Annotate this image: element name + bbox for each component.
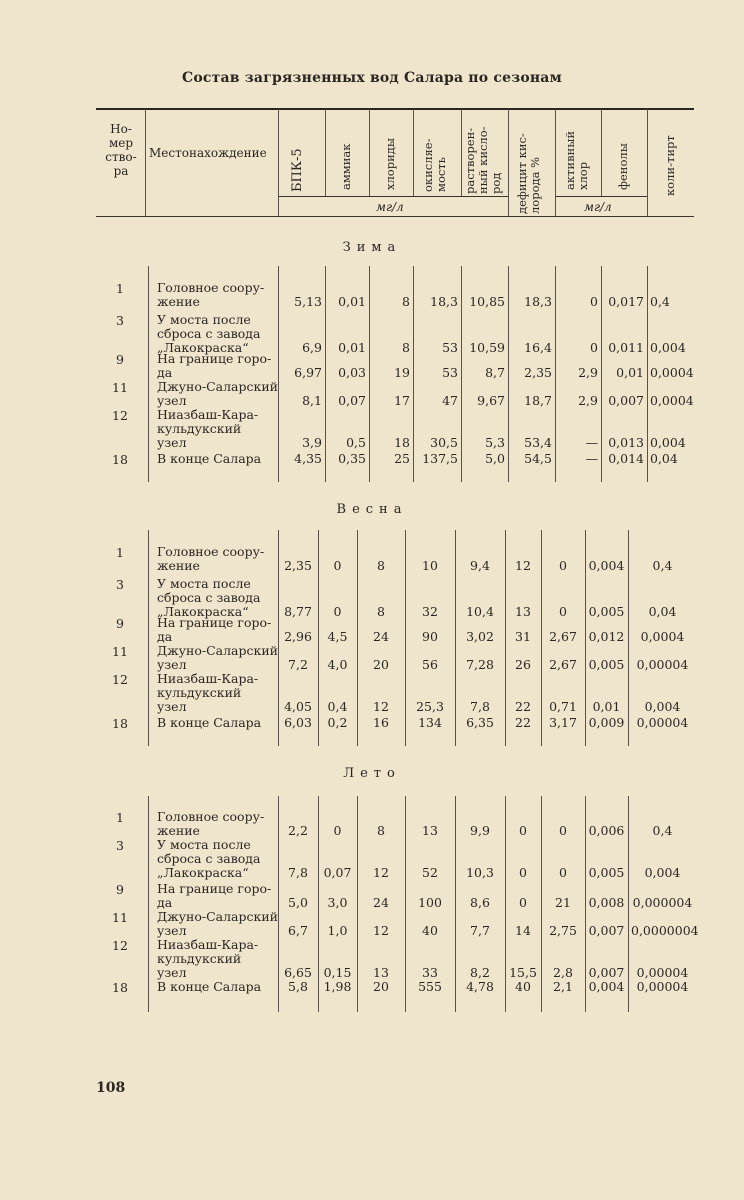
- station-header-line: ра: [113, 164, 129, 178]
- season-title: Зима: [342, 240, 402, 255]
- value-cell: 0: [559, 865, 567, 880]
- station-number: 18: [112, 452, 128, 467]
- station-number: 3: [116, 838, 124, 853]
- value-cell: 9,9: [470, 823, 490, 838]
- value-cell: 2,67: [549, 629, 577, 644]
- value-cell: 20: [373, 979, 389, 994]
- station-header-line: Но-: [110, 122, 132, 136]
- value-cell: 0,00004: [636, 715, 689, 730]
- station-number: 9: [116, 616, 124, 631]
- value-cell: 0,004: [650, 435, 686, 450]
- value-cell: 6,7: [288, 923, 308, 938]
- grid-line: [318, 530, 319, 746]
- station-number: 12: [112, 672, 128, 687]
- location-line: У моста после: [157, 576, 251, 591]
- location-line: Джуно-Саларский: [157, 909, 278, 924]
- value-cell: 0: [559, 558, 567, 573]
- value-cell: 33: [422, 965, 438, 980]
- location-line: „Лакокраска“: [157, 865, 249, 880]
- col-header-oxygen-deficit: дефицит кис- лорода %: [515, 133, 542, 214]
- value-cell: 2,96: [284, 629, 312, 644]
- value-cell: 0,35: [338, 451, 366, 466]
- station-number: 18: [112, 980, 128, 995]
- header-top-rule: [96, 108, 694, 110]
- value-cell: 10,59: [469, 340, 505, 355]
- col-header-phenols: фенолы: [616, 143, 630, 190]
- grid-line: [508, 266, 509, 482]
- value-cell: 6,35: [466, 715, 494, 730]
- value-cell: 0,0004: [640, 629, 685, 644]
- value-cell: 3,0: [327, 895, 348, 910]
- value-cell: 0,00004: [636, 965, 689, 980]
- location-line: В конце Салара: [157, 451, 262, 466]
- value-cell: 0,007: [588, 923, 625, 938]
- value-cell: 6,97: [294, 365, 322, 380]
- value-cell: 16: [373, 715, 389, 730]
- value-cell: 0,008: [588, 895, 625, 910]
- value-cell: 8: [377, 823, 385, 838]
- location-line: „Лакокраска“: [157, 340, 249, 355]
- location-line: сброса с завода: [157, 326, 261, 341]
- value-cell: 0,03: [338, 365, 366, 380]
- value-cell: 7,2: [288, 657, 308, 672]
- station-header-line: мер: [108, 136, 134, 150]
- page-title: Состав загрязненных вод Салара по сезонам: [182, 70, 562, 86]
- unit-rule-1: [278, 196, 508, 197]
- hdr-divider: [647, 109, 648, 216]
- location-line: жение: [157, 294, 200, 309]
- value-cell: 8,77: [284, 604, 312, 619]
- value-cell: 90: [422, 629, 438, 644]
- location-line: Ниазбаш-Кара-: [157, 671, 259, 686]
- location-line: сброса с завода: [157, 590, 261, 605]
- station-header-line: ство-: [105, 150, 137, 164]
- value-cell: 4,78: [466, 979, 494, 994]
- value-cell: 0,01: [338, 294, 366, 309]
- value-cell: 1,98: [323, 979, 352, 994]
- value-cell: 0,07: [323, 865, 352, 880]
- value-cell: 22: [515, 699, 531, 714]
- value-cell: 4,5: [327, 629, 348, 644]
- value-cell: 0,01: [338, 340, 366, 355]
- value-cell: 5,0: [288, 895, 308, 910]
- grid-line: [505, 796, 506, 1012]
- value-cell: 56: [422, 657, 438, 672]
- value-cell: 0,005: [588, 604, 625, 619]
- hdr-divider: [325, 109, 326, 196]
- value-cell: 13: [422, 823, 438, 838]
- value-cell: 8: [402, 294, 410, 309]
- value-cell: 6,65: [284, 965, 312, 980]
- hdr-divider: [601, 109, 602, 196]
- grid-line: [628, 796, 629, 1012]
- value-cell: 2,35: [284, 558, 312, 573]
- col-header-coli-titer: коли-тирт: [663, 135, 677, 196]
- hdr-divider: [461, 109, 462, 196]
- value-cell: 2,2: [288, 823, 308, 838]
- value-cell: 0,012: [588, 629, 625, 644]
- value-cell: 7,7: [470, 923, 490, 938]
- value-cell: 22: [515, 715, 531, 730]
- location-line: узел: [157, 699, 187, 714]
- value-cell: 0,005: [588, 865, 625, 880]
- grid-line: [555, 266, 556, 482]
- value-cell: 0,006: [588, 823, 625, 838]
- location-line: узел: [157, 393, 187, 408]
- value-cell: —: [585, 451, 598, 466]
- grid-line: [318, 796, 319, 1012]
- value-cell: 6,03: [284, 715, 312, 730]
- value-cell: 32: [422, 604, 438, 619]
- value-cell: 4,0: [327, 657, 348, 672]
- station-number: 3: [116, 313, 124, 328]
- col-header-dissolved-oxygen: растворен- ный кисло- род: [463, 126, 503, 194]
- value-cell: 3,9: [302, 435, 322, 450]
- value-cell: 0,2: [327, 715, 348, 730]
- location-line: да: [157, 895, 173, 910]
- location-line: кульдукский: [157, 685, 242, 700]
- value-cell: —: [585, 435, 598, 450]
- hdr-divider: [413, 109, 414, 196]
- grid-line: [278, 266, 279, 482]
- value-cell: 10: [422, 558, 438, 573]
- grid-line: [455, 796, 456, 1012]
- grid-line: [148, 796, 149, 1012]
- value-cell: 0,04: [648, 604, 677, 619]
- station-number: 9: [116, 352, 124, 367]
- value-cell: 0: [333, 604, 342, 619]
- value-cell: 0: [590, 294, 598, 309]
- value-cell: 20: [373, 657, 389, 672]
- location-header: Местонахождение: [149, 146, 267, 160]
- location-line: Головное соору-: [157, 809, 265, 824]
- value-cell: 4,35: [294, 451, 322, 466]
- value-cell: 15,5: [509, 965, 537, 980]
- value-cell: 30,5: [430, 435, 458, 450]
- location-line: жение: [157, 823, 200, 838]
- value-cell: 0,000004: [632, 895, 693, 910]
- value-cell: 0,4: [327, 699, 348, 714]
- station-number: 12: [112, 408, 128, 423]
- value-cell: 7,8: [288, 865, 308, 880]
- location-line: У моста после: [157, 312, 251, 327]
- value-cell: 0,013: [608, 435, 644, 450]
- header-bottom-rule: [96, 216, 694, 217]
- value-cell: 53: [442, 365, 458, 380]
- value-cell: 4,05: [284, 699, 312, 714]
- col-header-bpk5: БПК-5: [290, 148, 305, 192]
- value-cell: 0,007: [608, 393, 644, 408]
- value-cell: 0,017: [608, 294, 644, 309]
- value-cell: 10,85: [469, 294, 505, 309]
- value-cell: 0: [590, 340, 598, 355]
- location-line: кульдукский: [157, 421, 242, 436]
- value-cell: 2,67: [549, 657, 577, 672]
- unit-label-2: мг/л: [584, 200, 612, 214]
- value-cell: 0,0000004: [631, 923, 699, 938]
- location-line: В конце Салара: [157, 715, 262, 730]
- value-cell: 0: [519, 895, 527, 910]
- station-number: 1: [116, 545, 124, 560]
- value-cell: 2,9: [578, 393, 598, 408]
- value-cell: 0: [559, 604, 567, 619]
- value-cell: 0,004: [650, 340, 686, 355]
- grid-line: [405, 796, 406, 1012]
- station-number: 9: [116, 882, 124, 897]
- value-cell: 18: [394, 435, 410, 450]
- grid-line: [455, 530, 456, 746]
- value-cell: 0: [333, 558, 342, 573]
- season-title: Лето: [343, 766, 401, 781]
- page-number: 108: [96, 1080, 126, 1096]
- col-header-oxidability: окисляе- мость: [421, 138, 448, 192]
- value-cell: 5,0: [485, 451, 505, 466]
- value-cell: 24: [373, 629, 389, 644]
- value-cell: 25: [394, 451, 410, 466]
- col-header-ammonia: аммиак: [339, 143, 353, 190]
- value-cell: 9,67: [477, 393, 505, 408]
- value-cell: 0,5: [346, 435, 366, 450]
- season-title: Весна: [336, 502, 408, 517]
- value-cell: 0,011: [608, 340, 644, 355]
- station-number: 1: [116, 281, 124, 296]
- value-cell: 7,8: [470, 699, 490, 714]
- value-cell: 5,8: [288, 979, 308, 994]
- grid-line: [148, 266, 149, 482]
- value-cell: 6,9: [302, 340, 322, 355]
- value-cell: 0,01: [616, 365, 644, 380]
- value-cell: 555: [418, 979, 442, 994]
- value-cell: 8,2: [470, 965, 490, 980]
- value-cell: 0,005: [588, 657, 625, 672]
- location-line: кульдукский: [157, 951, 242, 966]
- value-cell: 31: [515, 629, 531, 644]
- grid-line: [541, 530, 542, 746]
- location-line: У моста после: [157, 837, 251, 852]
- location-line: „Лакокраска“: [157, 604, 249, 619]
- value-cell: 8: [402, 340, 410, 355]
- value-cell: 0,4: [650, 294, 670, 309]
- value-cell: 16,4: [524, 340, 552, 355]
- location-line: На границе горо-: [157, 615, 272, 630]
- grid-line: [148, 530, 149, 746]
- value-cell: 0: [519, 823, 527, 838]
- location-line: Ниазбаш-Кара-: [157, 937, 259, 952]
- value-cell: 40: [515, 979, 531, 994]
- hdr-divider: [278, 109, 279, 216]
- hdr-divider: [145, 109, 146, 216]
- station-number: 3: [116, 577, 124, 592]
- grid-line: [601, 266, 602, 482]
- value-cell: 100: [418, 895, 442, 910]
- station-number: 11: [112, 380, 128, 395]
- value-cell: 8,1: [302, 393, 322, 408]
- location-line: В конце Салара: [157, 979, 262, 994]
- station-number: 12: [112, 938, 128, 953]
- value-cell: 5,3: [485, 435, 505, 450]
- value-cell: 0,00004: [636, 657, 689, 672]
- station-number: 11: [112, 910, 128, 925]
- location-line: жение: [157, 558, 200, 573]
- location-line: узел: [157, 965, 187, 980]
- value-cell: 8: [377, 604, 385, 619]
- value-cell: 12: [373, 699, 389, 714]
- station-number: 11: [112, 644, 128, 659]
- value-cell: 5,13: [294, 294, 322, 309]
- value-cell: 54,5: [524, 451, 552, 466]
- value-cell: 12: [515, 558, 531, 573]
- grid-line: [405, 530, 406, 746]
- value-cell: 53,4: [524, 435, 552, 450]
- value-cell: 53: [442, 340, 458, 355]
- value-cell: 0,07: [338, 393, 366, 408]
- value-cell: 0: [333, 823, 342, 838]
- station-number-header: [100, 122, 142, 178]
- value-cell: 0,15: [323, 965, 352, 980]
- value-cell: 24: [373, 895, 389, 910]
- grid-line: [461, 266, 462, 482]
- unit-rule-2: [555, 196, 647, 197]
- value-cell: 3,17: [549, 715, 577, 730]
- value-cell: 1,0: [327, 923, 348, 938]
- value-cell: 0,009: [588, 715, 625, 730]
- location-line: узел: [157, 435, 187, 450]
- value-cell: 10,3: [466, 865, 494, 880]
- value-cell: 0,004: [588, 558, 625, 573]
- value-cell: 2,9: [578, 365, 598, 380]
- location-line: Головное соору-: [157, 544, 265, 559]
- station-number: 18: [112, 716, 128, 731]
- value-cell: 0,007: [588, 965, 625, 980]
- value-cell: 0,04: [650, 451, 678, 466]
- grid-line: [628, 530, 629, 746]
- value-cell: 10,4: [466, 604, 494, 619]
- value-cell: 25,3: [416, 699, 444, 714]
- value-cell: 0,004: [588, 979, 625, 994]
- value-cell: 137,5: [422, 451, 458, 466]
- value-cell: 0,4: [652, 823, 673, 838]
- value-cell: 0,71: [549, 699, 577, 714]
- grid-line: [585, 796, 586, 1012]
- station-number: 1: [116, 810, 124, 825]
- location-line: Ниазбаш-Кара-: [157, 407, 259, 422]
- location-line: сброса с завода: [157, 851, 261, 866]
- grid-line: [647, 266, 648, 482]
- value-cell: 21: [555, 895, 571, 910]
- value-cell: 0,0004: [650, 365, 694, 380]
- location-line: узел: [157, 923, 187, 938]
- col-header-active-chlorine: активный хлор: [563, 130, 590, 190]
- location-line: да: [157, 629, 173, 644]
- grid-line: [505, 530, 506, 746]
- value-cell: 12: [373, 865, 389, 880]
- value-cell: 0,4: [652, 558, 673, 573]
- value-cell: 12: [373, 923, 389, 938]
- location-line: да: [157, 365, 173, 380]
- value-cell: 2,8: [553, 965, 573, 980]
- value-cell: 8,6: [470, 895, 490, 910]
- location-line: На границе горо-: [157, 881, 272, 896]
- grid-line: [541, 796, 542, 1012]
- location-line: узел: [157, 657, 187, 672]
- value-cell: 18,3: [430, 294, 458, 309]
- value-cell: 0,014: [608, 451, 644, 466]
- value-cell: 18,3: [524, 294, 552, 309]
- value-cell: 14: [515, 923, 531, 938]
- value-cell: 2,35: [524, 365, 552, 380]
- hdr-divider: [555, 109, 556, 216]
- grid-line: [357, 530, 358, 746]
- value-cell: 0,00004: [636, 979, 689, 994]
- value-cell: 40: [422, 923, 438, 938]
- location-line: Головное соору-: [157, 280, 265, 295]
- value-cell: 18,7: [524, 393, 552, 408]
- value-cell: 52: [422, 865, 438, 880]
- grid-line: [413, 266, 414, 482]
- value-cell: 134: [418, 715, 442, 730]
- location-line: На границе горо-: [157, 351, 272, 366]
- value-cell: 0: [519, 865, 527, 880]
- value-cell: 8: [377, 558, 385, 573]
- grid-line: [357, 796, 358, 1012]
- value-cell: 0,004: [644, 865, 681, 880]
- value-cell: 47: [442, 393, 458, 408]
- value-cell: 8,7: [485, 365, 505, 380]
- value-cell: 0,004: [644, 699, 681, 714]
- grid-line: [325, 266, 326, 482]
- value-cell: 0: [559, 823, 567, 838]
- grid-line: [369, 266, 370, 482]
- value-cell: 13: [373, 965, 389, 980]
- value-cell: 17: [394, 393, 410, 408]
- value-cell: 0,01: [592, 699, 621, 714]
- hdr-divider: [508, 109, 509, 216]
- unit-label-1: мг/л: [376, 200, 404, 214]
- hdr-divider: [369, 109, 370, 196]
- col-header-chlorides: хлориды: [383, 138, 397, 190]
- value-cell: 0,0004: [650, 393, 694, 408]
- grid-line: [278, 796, 279, 1012]
- value-cell: 7,28: [466, 657, 494, 672]
- value-cell: 2,1: [553, 979, 573, 994]
- grid-line: [585, 530, 586, 746]
- value-cell: 19: [394, 365, 410, 380]
- value-cell: 26: [515, 657, 531, 672]
- value-cell: 3,02: [466, 629, 494, 644]
- value-cell: 2,75: [549, 923, 577, 938]
- value-cell: 13: [515, 604, 531, 619]
- grid-line: [278, 530, 279, 746]
- location-line: Джуно-Саларский: [157, 643, 278, 658]
- location-line: Джуно-Саларский: [157, 379, 278, 394]
- value-cell: 9,4: [470, 558, 490, 573]
